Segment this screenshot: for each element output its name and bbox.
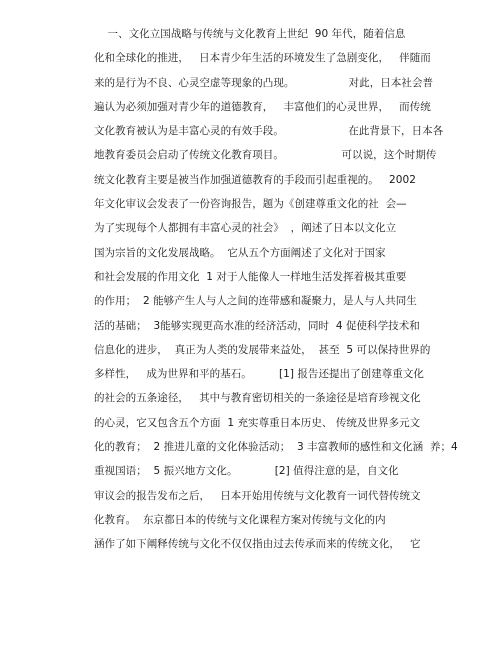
text-line: 遍认为必须加强对青少年的道德教育， 丰富他们的心灵世界， 而传统 bbox=[94, 100, 431, 113]
text-line: 的心灵，它又包含五个方面 1 充实尊重日本历史、 传统及世界多元文 bbox=[94, 416, 421, 429]
text-line: 活的基础； 3能够实现更高水准的经济活动，同时 4 促使科学技术和 bbox=[94, 319, 420, 332]
text-line: 年文化审议会发表了一份咨询报告，题为《创建尊重文化的社 会— bbox=[94, 198, 407, 211]
text-line: 和社会发展的作用文化 1 对于人能像人一样地生活发挥着极其重要 bbox=[94, 270, 407, 283]
text-line: 多样性， 成为世界和平的基石。 [1] 报告还提出了创建尊重文化 bbox=[94, 368, 424, 381]
text-line: 涵作了如下阐释传统与文化不仅仅指由过去传承而来的传统文化， 它 bbox=[94, 538, 421, 551]
text-line: 化的教育； 2 推进儿童的文化体验活动； 3 丰富教师的感性和文化涵 养；4 bbox=[94, 441, 458, 454]
text-line: 一、文化立国战略与传统与文化教育上世纪 90 年代，随着信息 bbox=[94, 28, 406, 40]
text-line: 审议会的报告发布之后， 日本开始用传统与文化教育一词代替传统文 bbox=[94, 489, 421, 502]
text-line: 为了实现每个人都拥有丰富心灵的社会》 ，阐述了日本以文化立 bbox=[94, 222, 397, 235]
text-line: 信息化的进步， 真正为人类的发展带来益处， 甚至 5 可以保持世界的 bbox=[94, 343, 431, 356]
text-line: 地教育委员会启动了传统文化教育项目。 可以说，这个时期传 bbox=[94, 149, 437, 162]
text-line: 统文化教育主要是被当作加强道德教育的手段而引起重视的。 2002 bbox=[94, 173, 416, 186]
text-line: 文化教育被认为是丰富心灵的有效手段。 在此背景下，日本各 bbox=[94, 125, 444, 138]
body-paragraph bbox=[94, 22, 494, 557]
text-line: 化和全球化的推进， 日本青少年生活的环境发生了急剧变化， 伴随而 bbox=[94, 52, 431, 65]
text-line: 化教育。 东京都日本的传统与文化课程方案对传统与文化的内 bbox=[94, 513, 386, 526]
text-line: 的作用； 2 能够产生人与人之间的连带感和凝聚力，是人与人共同生 bbox=[94, 295, 417, 308]
text-line: 来的是行为不良、心灵空虚等现象的凸现。 对此，日本社会普 bbox=[94, 76, 434, 89]
text-line: 的社会的五条途径， 其中与教育密切相关的一条途径是培育珍视文化 bbox=[94, 392, 421, 405]
text-line: 重视国语； 5 振兴地方文化。 [2] 值得注意的是，自文化 bbox=[94, 465, 399, 478]
text-line: 国为宗旨的文化发展战略。 它从五个方面阐述了文化对于国家 bbox=[94, 246, 386, 259]
